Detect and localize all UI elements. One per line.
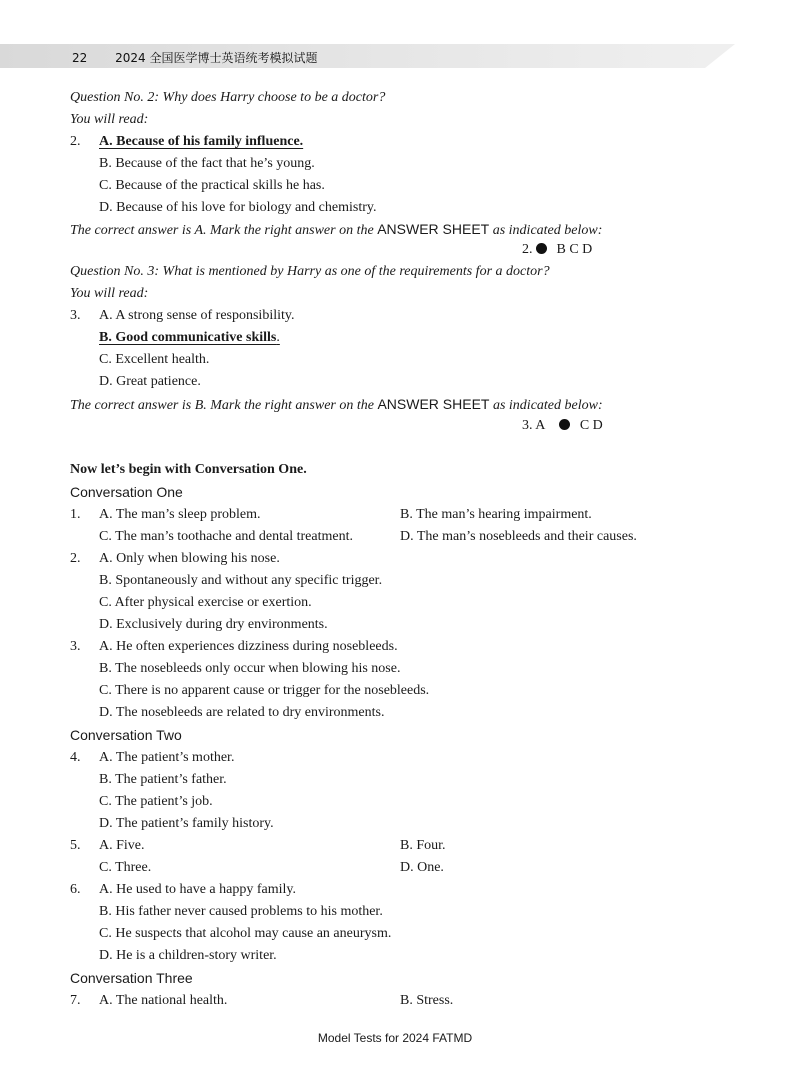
question-number: 2. xyxy=(70,551,81,566)
q3-option-c: C. There is no apparent cause or trigger for the nosebleeds. xyxy=(99,683,430,698)
example-q3-option-c: C. Excellent health. xyxy=(99,352,210,367)
q3-option-b: B. The nosebleeds only occur when blowing his nose. xyxy=(99,661,401,676)
example-q3-option-d: D. Great patience. xyxy=(99,374,201,389)
q1-option-d: D. The man’s nosebleeds and their causes. xyxy=(400,529,637,544)
q4-option-a: A. The patient’s mother. xyxy=(99,750,235,765)
example-q2-number: 2. xyxy=(70,134,81,149)
q5-option-c: C. Three. xyxy=(99,860,152,875)
q6-option-b: B. His father never caused problems to his mother. xyxy=(99,904,383,919)
example-q3-option-a: A. A strong sense of responsibility. xyxy=(99,308,295,323)
question-number: 6. xyxy=(70,882,81,897)
q6-option-c: C. He suspects that alcohol may cause an aneurysm. xyxy=(99,926,392,941)
example-q3-option-b xyxy=(99,329,280,347)
q2-option-c: C. After physical exercise or exertion. xyxy=(99,595,312,610)
q2-option-d: D. Exclusively during dry environments. xyxy=(99,617,328,632)
q5-option-a: A. Five. xyxy=(99,838,145,853)
example-q2-prompt: Question No. 2: Why does Harry choose to be a doctor? xyxy=(70,90,386,105)
as-indicated-text: as indicated below: xyxy=(489,223,603,238)
begin-instruction: Now let’s begin with Conversation One. xyxy=(70,462,307,477)
sheet-number: 2. xyxy=(522,242,533,257)
q3-option-d: D. The nosebleeds are related to dry environments. xyxy=(99,705,385,720)
page-footer: Model Tests for 2024 FATMD xyxy=(317,1031,473,1045)
example-q3-option-b-text: B. Good communicative skills xyxy=(99,330,277,345)
running-header xyxy=(72,49,317,66)
you-will-read-label: You will read: xyxy=(70,286,149,301)
q2-option-b: B. Spontaneously and without any specific trigger. xyxy=(99,573,383,588)
q4-option-d: D. The patient’s family history. xyxy=(99,816,274,831)
example-q2-option-b: B. Because of the fact that he’s young. xyxy=(99,156,315,171)
q1-option-c: C. The man’s toothache and dental treatment. xyxy=(99,529,353,544)
as-indicated-text: as indicated below: xyxy=(489,398,603,413)
you-will-read-label: You will read: xyxy=(70,112,149,127)
conversation-three-heading: Conversation Three xyxy=(70,970,193,986)
question-number: 5. xyxy=(70,838,81,853)
q5-option-b: B. Four. xyxy=(400,838,446,853)
filled-bubble-icon xyxy=(559,419,570,430)
q2-option-a: A. Only when blowing his nose. xyxy=(99,551,280,566)
question-number: 1. xyxy=(70,507,81,522)
example-q2-option-d: D. Because of his love for biology and chemistry. xyxy=(99,200,377,215)
conversation-two-heading: Conversation Two xyxy=(70,727,182,743)
question-number: 4. xyxy=(70,750,81,765)
filled-bubble-icon xyxy=(536,243,547,254)
correct-answer-text: The correct answer is B. Mark the right answer on the xyxy=(70,398,378,413)
q1-option-a: A. The man’s sleep problem. xyxy=(99,507,261,522)
sheet-options: B C D xyxy=(556,242,593,257)
answer-sheet-label: ANSWER SHEET xyxy=(377,396,490,412)
answer-sheet-label: ANSWER SHEET xyxy=(377,221,490,237)
q7-option-b: B. Stress. xyxy=(400,993,454,1008)
q1-option-b: B. The man’s hearing impairment. xyxy=(400,507,592,522)
example-q3-correct-answer xyxy=(70,395,603,415)
q4-option-c: C. The patient’s job. xyxy=(99,794,213,809)
sheet-number: 3. A xyxy=(522,418,546,433)
q7-option-a: A. The national health. xyxy=(99,993,228,1008)
example-q3-number: 3. xyxy=(70,308,81,323)
example-q2-option-a: A. Because of his family influence. xyxy=(99,134,304,149)
sheet-options: C D xyxy=(579,418,603,433)
example-q2-answer-sheet xyxy=(522,241,592,259)
question-number: 7. xyxy=(70,993,81,1008)
question-number: 3. xyxy=(70,639,81,654)
q3-option-a: A. He often experiences dizziness during nosebleeds. xyxy=(99,639,398,654)
correct-answer-text: The correct answer is A. Mark the right answer on the xyxy=(70,223,378,238)
q6-option-d: D. He is a children-story writer. xyxy=(99,948,277,963)
example-q2-option-c: C. Because of the practical skills he has. xyxy=(99,178,325,193)
example-q2-correct-answer xyxy=(70,220,602,240)
example-q3-answer-sheet xyxy=(522,417,603,435)
conversation-one-heading: Conversation One xyxy=(70,484,183,500)
q6-option-a: A. He used to have a happy family. xyxy=(99,882,296,897)
q5-option-d: D. One. xyxy=(400,860,444,875)
header-title: 2024 全国医学博士英语统考模拟试题 xyxy=(115,51,318,65)
q4-option-b: B. The patient’s father. xyxy=(99,772,227,787)
page-number: 22 xyxy=(72,51,88,65)
example-q3-option-b-period: . xyxy=(276,330,280,345)
example-q3-prompt: Question No. 3: What is mentioned by Harry as one of the requirements for a doctor? xyxy=(70,264,550,279)
